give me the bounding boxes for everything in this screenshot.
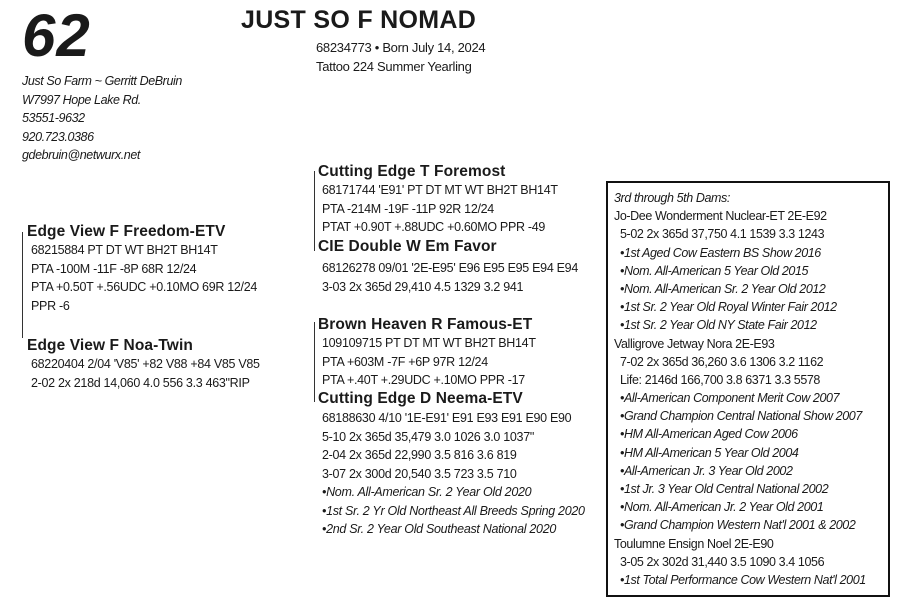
consignor-farm: Just So Farm ~ Gerritt DeBruin — [22, 74, 182, 88]
dam-sire-line: PTA +.40T +.29UDC +.10MO PPR -17 — [322, 373, 525, 387]
ancestor-dam-achievement: •Nom. All-American Jr. 2 Year Old 2001 — [620, 500, 824, 515]
dam-sire-line: 109109715 PT DT MT WT BH2T BH14T — [322, 336, 536, 350]
sire-dam-details — [322, 259, 578, 296]
sire-sire-line: 68171744 'E91' PT DT MT WT BH2T BH14T — [322, 183, 558, 197]
sire-line: PTA -100M -11F -8P 68R 12/24 — [31, 261, 197, 276]
sire-dam-connector — [22, 232, 23, 338]
ancestor-dam-name: Valligrove Jetway Nora 2E-E93 — [614, 336, 775, 351]
sire-dam-line: 3-03 2x 365d 29,410 4.5 1329 3.2 941 — [322, 279, 524, 294]
ancestor-dam-record: 3-05 2x 302d 31,440 3.5 1090 3.4 1056 — [620, 554, 825, 569]
ancestor-dam-achievement: •HM All-American Aged Cow 2006 — [620, 427, 798, 442]
dam-dam-details — [322, 409, 585, 539]
ancestor-dam-achievement: •1st Sr. 2 Year Old Royal Winter Fair 2012 — [620, 300, 837, 315]
dam-ancestry-connector — [314, 322, 315, 402]
dam-details — [31, 355, 260, 392]
extended-dams-header: 3rd through 5th Dams: — [614, 191, 730, 205]
consignor-email: gdebruin@netwurx.net — [22, 148, 140, 162]
sire-dam-line: 68126278 09/01 '2E-E95' E96 E95 E95 E94 E94 — [322, 261, 578, 275]
ancestor-dam-achievement: •1st Jr. 3 Year Old Central National 2002 — [620, 482, 829, 496]
dam-line: 2-02 2x 218d 14,060 4.0 556 3.3 463"RIP — [31, 375, 250, 390]
dam-dam-name: Cutting Edge D Neema-ETV — [318, 390, 523, 407]
consignor-block — [22, 72, 182, 165]
dam-dam-achievement: •1st Sr. 2 Yr Old Northeast All Breeds Spring 2020 — [322, 503, 585, 518]
ancestor-dam-achievement: •1st Sr. 2 Year Old NY State Fair 2012 — [620, 318, 817, 333]
sire-details — [31, 241, 257, 315]
dam-name: Edge View F Noa-Twin — [27, 337, 193, 354]
consignor-address: W7997 Hope Lake Rd. — [22, 92, 141, 107]
ancestor-dam-record: 7-02 2x 365d 36,260 3.6 1306 3.2 1162 — [620, 354, 824, 369]
sire-line: PTA +0.50T +.56UDC +0.10MO 69R 12/24 — [31, 280, 258, 294]
ancestor-dam-achievement: •1st Aged Cow Eastern BS Show 2016 — [620, 245, 821, 260]
ancestor-dam-name: Jo-Dee Wonderment Nuclear-ET 2E-E92 — [614, 209, 827, 224]
sire-ancestry-connector — [314, 171, 315, 251]
animal-tattoo-class: Tattoo 224 Summer Yearling — [316, 59, 472, 74]
ancestor-dam-record: Life: 2146d 166,700 3.8 6371 3.3 5578 — [620, 372, 820, 387]
ancestor-dam-achievement: •All-American Component Merit Cow 2007 — [620, 391, 840, 406]
ancestor-dam-record: 5-02 2x 365d 37,750 4.1 1539 3.3 1243 — [620, 227, 825, 242]
sire-name: Edge View F Freedom-ETV — [27, 223, 226, 240]
dam-dam-line: 5-10 2x 365d 35,479 3.0 1026 3.0 1037" — [322, 429, 534, 444]
dam-dam-achievement: •Nom. All-American Sr. 2 Year Old 2020 — [322, 485, 532, 499]
ancestor-dam-achievement: •Grand Champion Central National Show 2007 — [620, 409, 862, 424]
sire-sire-details — [322, 181, 558, 237]
ancestor-dam-achievement: •HM All-American 5 Year Old 2004 — [620, 445, 799, 460]
dam-dam-line: 2-04 2x 365d 22,990 3.5 816 3.6 819 — [322, 448, 517, 462]
consignor-zip: 53551-9632 — [22, 111, 85, 125]
animal-name: JUST SO F NOMAD — [241, 6, 477, 34]
ancestor-dam-achievement: •Grand Champion Western Nat'l 2001 & 2002 — [620, 518, 856, 533]
sire-dam-name: CIE Double W Em Favor — [318, 238, 497, 255]
extended-dams-box — [606, 181, 890, 597]
dam-sire-line: PTA +603M -7F +6P 97R 12/24 — [322, 354, 488, 369]
ancestor-dam-name: Toulumne Ensign Noel 2E-E90 — [614, 536, 774, 551]
dam-line: 68220404 2/04 'V85' +82 V88 +84 V85 V85 — [31, 357, 260, 371]
sire-line: PPR -6 — [31, 298, 70, 313]
sire-sire-line: PTA -214M -19F -11P 92R 12/24 — [322, 201, 494, 216]
ancestor-dam-achievement: •1st Total Performance Cow Western Nat'l 2001 — [620, 572, 866, 587]
animal-id-birth: 68234773 • Born July 14, 2024 — [316, 40, 486, 55]
sire-sire-line: PTAT +0.90T +.88UDC +0.60MO PPR -49 — [322, 220, 546, 234]
dam-dam-achievement: •2nd Sr. 2 Year Old Southeast National 2020 — [322, 522, 557, 536]
sire-line: 68215884 PT DT WT BH2T BH14T — [31, 243, 218, 257]
ancestor-dam-achievement: •Nom. All-American 5 Year Old 2015 — [620, 263, 809, 278]
dam-sire-name: Brown Heaven R Famous-ET — [318, 316, 533, 333]
dam-dam-line: 3-07 2x 300d 20,540 3.5 723 3.5 710 — [322, 466, 517, 481]
dam-sire-details — [322, 334, 536, 390]
lot-number: 62 — [22, 2, 91, 69]
dam-dam-line: 68188630 4/10 '1E-E91' E91 E93 E91 E90 E90 — [322, 411, 572, 425]
ancestor-dam-achievement: •All-American Jr. 3 Year Old 2002 — [620, 463, 793, 478]
sire-sire-name: Cutting Edge T Foremost — [318, 163, 506, 180]
consignor-phone: 920.723.0386 — [22, 129, 94, 144]
ancestor-dam-achievement: •Nom. All-American Sr. 2 Year Old 2012 — [620, 281, 826, 296]
